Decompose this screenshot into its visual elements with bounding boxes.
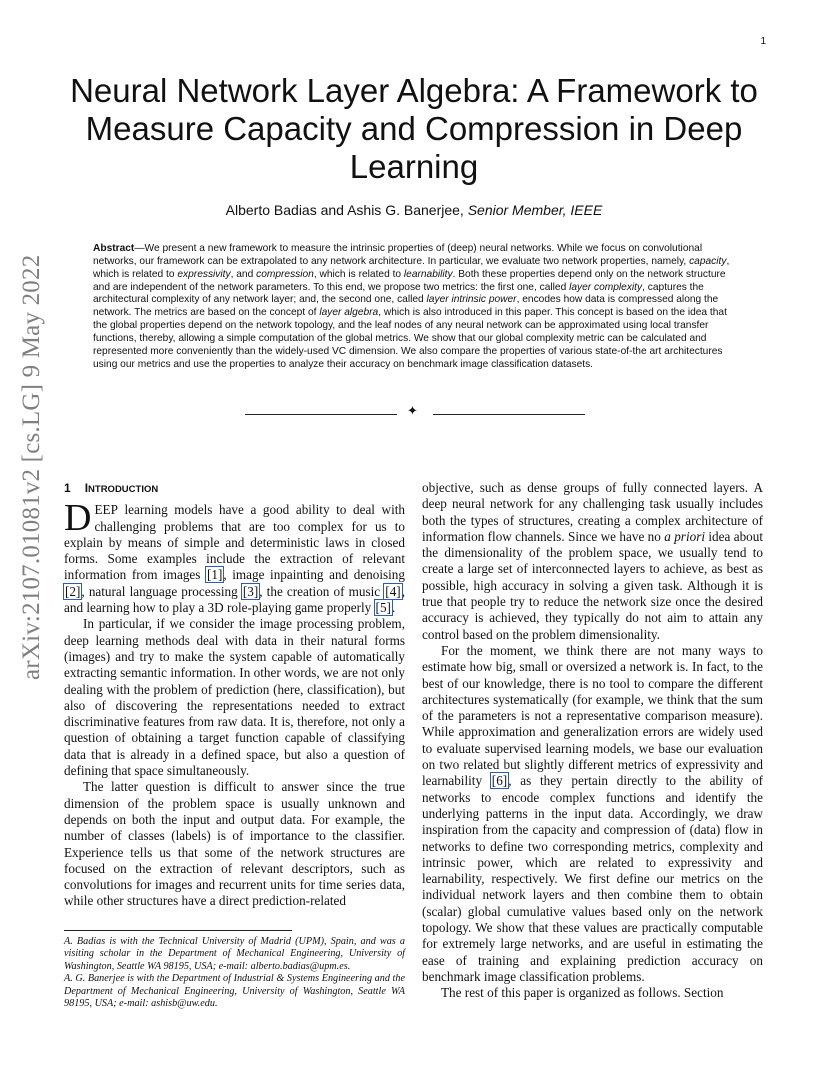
abstract-text: , and	[230, 268, 257, 280]
paragraph	[422, 480, 763, 643]
abstract-text: , encodes how data is compressed along the network. The metrics are based on the concept of	[93, 294, 719, 319]
text-run: , as they pertain directly to the ability of networks to encode complex functions and identify the underlying patterns in the input data. Accordingly, we draw inspiration from the capacity and compression of (data) flow in networks to define two corresponding metrics, complexity and intrinsic power, which are related to expressivity and learnability, respectively. We first define our metrics on the individual network layers and then combine them to obtain (scalar) global cumulative values based only on the network topology. We show that these values are practically computable for extremely large networks, and are useful in estimating the ease of training and explaining prediction accuracy on benchmark image classification problems.	[422, 773, 763, 984]
citation-link[interactable]: [3]	[242, 583, 259, 599]
text-run: objective, such as dense groups of fully connected layers. A deep neural network for any challenging task usually includes both the types of structures, creating a complex architecture of information flow channels. Since we have no	[422, 480, 763, 544]
right-column	[422, 480, 763, 1002]
abstract-term: capacity	[689, 255, 727, 267]
paragraph: The latter question is difficult to answer since the true dimension of the problem space is usually unknown and depends on both the input and output data. For example, the number of classes (labels) is of importance to the classifier. Experience tells us that some of the network structures are focused on the extraction of relevant descriptors, such as convolutions for images and recurrent units for time series data, while other structures have a direct prediction-related	[64, 779, 405, 909]
footnote-rule	[64, 930, 292, 931]
text-run: learning models have a good ability to deal with challenging problems that are too complex for us to explain by means of simple and deterministic laws in closed forms. Some examples include the extraction of relevant information from images	[64, 502, 405, 583]
abstract	[93, 243, 735, 371]
section-title-rest: NTRODUCTION	[88, 484, 159, 495]
abstract-term: layer algebra	[319, 307, 379, 319]
citation-link[interactable]: [5]	[375, 600, 391, 616]
citation-link[interactable]: [6]	[491, 773, 508, 789]
text-run: , natural language processing	[81, 583, 242, 599]
text-run: idea about the dimensionality of the problem space, we usually tend to create a large set of interconnected layers to achieve, as best as possible, high accuracy in solving a given task. Although it is true that people try to reduce the network size once the desired accuracy is achieved, they typically do not aim to attain any control based on the problem dimensionality.	[422, 528, 764, 642]
divider-line-left	[245, 414, 397, 415]
smallcaps-word: EEP	[94, 502, 118, 518]
text-run: .	[391, 600, 396, 616]
citation-link[interactable]: [2]	[65, 583, 81, 599]
footnote: A. G. Banerjee is with the Department of Industrial & Systems Engineering and the Department of Mechanical Engineering, University of Washington, Seattle WA 98195, USA; e-mail: ashisb@uw.edu.	[64, 973, 405, 1010]
paragraph	[422, 643, 763, 985]
section-number: 1	[64, 481, 71, 495]
italic-phrase: a priori	[664, 528, 705, 544]
divider-line-right	[433, 414, 585, 415]
text-run: , the creation of music	[259, 583, 385, 599]
abstract-text: , captures the architectural complexity of any network layer; and, the second one, called	[93, 281, 704, 306]
text-run: , and learning how to play a 3D role-playing game properly	[64, 583, 405, 616]
abstract-term: expressivity	[177, 268, 231, 280]
author-role: Senior Member, IEEE	[467, 202, 603, 218]
abstract-label: Abstract	[93, 243, 135, 254]
divider-star-icon: ✦	[407, 404, 418, 419]
abstract-text: , which is related to	[93, 255, 730, 280]
arxiv-stamp[interactable]: arXiv:2107.01081v2 [cs.LG] 9 May 2022	[18, 254, 45, 680]
abstract-text: , which is also introduced in this paper. This concept is based on the idea that the global properties depend on the network topology, and the leaf nodes of any neural network can be approximated using local transfer functions, thereby, allowing a simple computation of the global metrics. We show that our global complexity metric can be calculated and represented more conveniently than the widely-used VC dimension. We also compare the properties of various state-of-the art architectures using our metrics and use the properties to analyze their accuracy on benchmark image classification datasets.	[93, 307, 727, 370]
abstract-term: compression	[256, 268, 314, 280]
paragraph: In particular, if we consider the image processing problem, deep learning methods deal with data in their natural forms (images) and try to make the system capable of automatically extracting semantic information. In other words, we are not only dealing with the problem of prediction (here, classification), but also of discovering the representations needed to extract discriminative features from raw data. It is, therefore, not only a question of obtaining a target function capable of classifying data that is already in a defined space, but also a question of defining that space simultaneously.	[64, 616, 405, 779]
abstract-text: , which is related to	[313, 268, 404, 280]
author-names: Alberto Badias and Ashis G. Banerjee,	[225, 202, 464, 218]
abstract-term: layer intrinsic power	[426, 294, 517, 306]
abstract-term: learnability	[403, 268, 453, 280]
section-title-initial: I	[84, 481, 89, 495]
paragraph	[64, 497, 405, 616]
abstract-text: . Both these properties depend only on the network structure and are independent of the network parameters. To this end, we propose two metrics: the first one, called	[93, 268, 726, 293]
citation-link[interactable]: [1]	[206, 567, 223, 583]
footnote: A. Badias is with the Technical University of Madrid (UPM), Spain, and was a visiting scholar in the Department of Mechanical Engineering, University of Washington, Seattle WA 98195, USA; e-mail: alberto.badias@upm.es.	[64, 936, 405, 972]
paragraph: The rest of this paper is organized as follows. Section	[441, 985, 724, 1001]
section-heading	[64, 480, 405, 498]
abstract-term: layer complexity	[569, 281, 643, 293]
drop-cap: D	[64, 497, 92, 540]
left-column	[64, 480, 405, 910]
footnotes	[64, 936, 405, 1010]
page-number: 1	[760, 36, 766, 47]
section-divider	[245, 404, 585, 421]
text-run: For the moment, we think there are not many ways to estimate how big, small or oversized a network is. In fact, to the best of our knowledge, there is no tool to compare the different architectures systematically (for example, we think that the sum of the parameters is not a representative comparison measure). While approximation and generalization errors are widely used to evaluate supervised learning models, we base our evaluation on two related but slightly different metrics of expressivity and learnability	[422, 642, 763, 789]
citation-link[interactable]: [4]	[385, 583, 401, 599]
abstract-text: —We present a new framework to measure the intrinsic properties of (deep) neural networks. While we focus on convolutional networks, our framework can be extrapolated to any network architecture. In particular, we evaluate two network properties, namely,	[93, 243, 703, 267]
authors	[60, 202, 768, 218]
paper-title: Neural Network Layer Algebra: A Framework to Measure Capacity and Compression in Deep Learning	[70, 72, 758, 185]
text-run: , image inpainting and denoising	[223, 567, 405, 583]
